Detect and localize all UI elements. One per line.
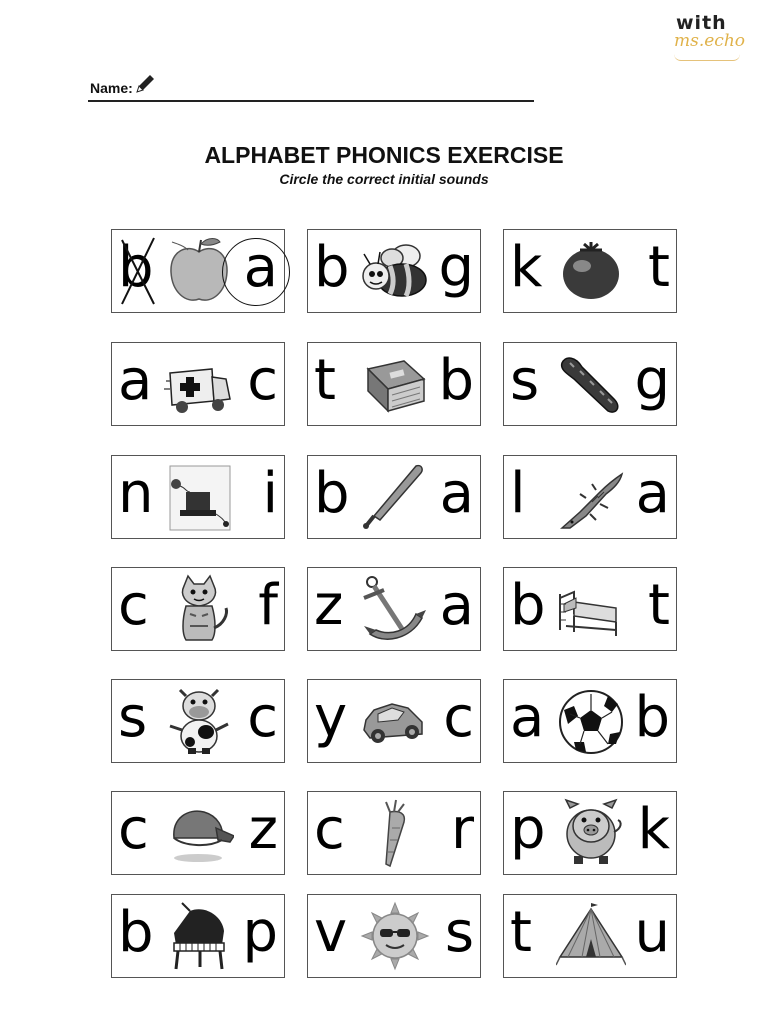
left-letter[interactable]: b: [510, 573, 546, 638]
phonics-card: [307, 455, 481, 539]
left-letter[interactable]: c: [118, 797, 149, 862]
sun-icon: [360, 901, 430, 971]
left-letter[interactable]: a: [510, 685, 545, 750]
pig-icon: [556, 798, 626, 868]
name-line: [88, 100, 534, 102]
phonics-card: [307, 567, 481, 651]
left-letter[interactable]: a: [118, 348, 153, 413]
left-letter[interactable]: z: [314, 573, 344, 638]
left-letter[interactable]: t: [510, 900, 532, 965]
right-letter[interactable]: c: [443, 685, 474, 750]
right-letter[interactable]: k: [637, 797, 670, 862]
phonics-card: [111, 567, 285, 651]
carrot-icon: [360, 798, 430, 868]
sausage-icon: [556, 349, 626, 419]
cap-icon: [164, 798, 234, 868]
name-label: Name:: [90, 80, 133, 96]
book-icon: [360, 349, 430, 419]
anchor-icon: [360, 574, 430, 644]
phonics-card: [111, 342, 285, 426]
car-icon: [360, 686, 430, 756]
left-letter[interactable]: p: [510, 797, 546, 862]
right-letter[interactable]: s: [444, 900, 474, 965]
cat-icon: [164, 574, 234, 644]
right-letter[interactable]: r: [450, 797, 474, 862]
phonics-card: [111, 894, 285, 978]
right-letter[interactable]: a: [439, 461, 474, 526]
right-letter[interactable]: c: [247, 348, 278, 413]
phonics-card: [503, 679, 677, 763]
phonics-card: [503, 342, 677, 426]
phonics-card: [503, 791, 677, 875]
brand-line2: ms.echo: [674, 31, 746, 51]
left-letter[interactable]: v: [314, 900, 348, 965]
right-letter[interactable]: a: [635, 461, 670, 526]
left-letter[interactable]: b: [118, 235, 154, 300]
phonics-card: [307, 791, 481, 875]
name-field[interactable]: [88, 72, 534, 104]
phonics-card: [307, 679, 481, 763]
brand-swoosh: [674, 54, 740, 61]
pencil-icon: [134, 73, 156, 95]
left-letter[interactable]: s: [118, 685, 148, 750]
right-letter[interactable]: f: [258, 573, 278, 638]
bed-icon: [556, 574, 626, 644]
ball-icon: [556, 686, 626, 756]
bat-icon: [360, 462, 430, 532]
right-letter[interactable]: a: [439, 573, 474, 638]
right-letter[interactable]: a: [243, 235, 278, 300]
right-letter[interactable]: z: [248, 797, 278, 862]
phonics-card: [111, 791, 285, 875]
bee-icon: [360, 236, 430, 306]
right-letter[interactable]: u: [634, 900, 670, 965]
right-letter[interactable]: b: [438, 348, 474, 413]
right-letter[interactable]: b: [634, 685, 670, 750]
phonics-card: [503, 455, 677, 539]
brand-logo: [668, 12, 748, 62]
phonics-card: [307, 894, 481, 978]
left-letter[interactable]: y: [314, 685, 348, 750]
phonics-card: [503, 894, 677, 978]
left-letter[interactable]: c: [314, 797, 345, 862]
phonics-card: [503, 567, 677, 651]
piano-icon: [164, 901, 234, 971]
iron-icon: [164, 462, 234, 532]
page-subtitle: Circle the correct initial sounds: [279, 171, 489, 187]
right-letter[interactable]: t: [648, 573, 670, 638]
right-letter[interactable]: p: [242, 900, 278, 965]
cross-out-mark: [114, 232, 162, 308]
phonics-card: [503, 229, 677, 313]
left-letter[interactable]: b: [314, 235, 350, 300]
page-title: ALPHABET PHONICS EXERCISE: [204, 142, 564, 168]
right-letter[interactable]: g: [634, 348, 670, 413]
left-letter[interactable]: s: [510, 348, 540, 413]
left-letter[interactable]: b: [314, 461, 350, 526]
tomato-icon: [556, 236, 626, 306]
left-letter[interactable]: b: [118, 900, 154, 965]
right-letter[interactable]: c: [247, 685, 278, 750]
left-letter[interactable]: l: [510, 461, 526, 526]
left-letter[interactable]: k: [510, 235, 543, 300]
phonics-card: [307, 342, 481, 426]
brand-line1: with: [676, 12, 727, 34]
phonics-card: [111, 455, 285, 539]
left-letter[interactable]: t: [314, 348, 336, 413]
left-letter[interactable]: n: [118, 461, 154, 526]
right-letter[interactable]: i: [262, 461, 278, 526]
right-letter[interactable]: g: [438, 235, 474, 300]
left-letter[interactable]: c: [118, 573, 149, 638]
ambulance-icon: [164, 349, 234, 419]
phonics-card: [111, 679, 285, 763]
phonics-card: [111, 229, 285, 313]
right-letter[interactable]: t: [648, 235, 670, 300]
tent-icon: [556, 901, 626, 971]
phonics-card: [307, 229, 481, 313]
cow-icon: [164, 686, 234, 756]
alligator-icon: [556, 462, 626, 532]
